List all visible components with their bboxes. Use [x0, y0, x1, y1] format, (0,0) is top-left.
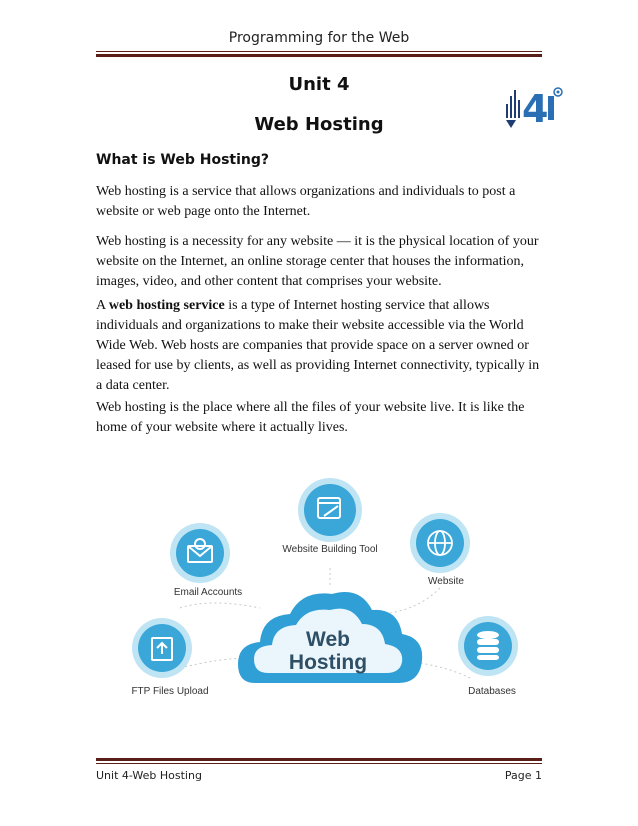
paragraph-3-prefix: A [96, 298, 109, 313]
label-ftp-files-upload: FTP Files Upload [131, 686, 209, 697]
footer-rule-thick [96, 758, 542, 761]
paragraph-2: Web hosting is a necessity for any website — it is the physical location of your website on the Internet, an online storage center that houses the information, images, video, and other content that comprises your website. [96, 234, 539, 289]
footer-rule-thin [96, 763, 542, 764]
paragraph-4: Web hosting is the place where all the files of your website live. It is like the home of your website where it actually lives. [96, 400, 525, 435]
logo-text: 4 [522, 87, 549, 131]
ftp-files-upload-bubble [131, 618, 208, 697]
paragraph-3-bold-term: web hosting service [108, 298, 225, 313]
databases-bubble [458, 616, 518, 697]
cloud-text-line-1: Web [306, 628, 350, 651]
paragraph-1: Web hosting is a service that allows organizations and individuals to post a website or web page onto the Internet. [96, 184, 516, 219]
section-heading: What is Web Hosting? [96, 152, 270, 168]
running-header: Programming for the Web [228, 30, 410, 46]
label-website: Website [428, 576, 464, 587]
unit-title-heading: Web Hosting [254, 114, 384, 135]
unit-number-heading: Unit 4 [288, 74, 350, 95]
logo-4i-icon [502, 82, 570, 134]
footer-page-number: Page 1 [504, 769, 542, 782]
cloud-text-line-2: Hosting [288, 651, 368, 674]
website-bubble [410, 513, 470, 587]
web-hosting-illustration [120, 468, 540, 718]
label-email-accounts: Email Accounts [173, 587, 243, 598]
header-rule-thick [96, 54, 542, 57]
header-rule-thin [96, 51, 542, 52]
footer-left-text: Unit 4-Web Hosting [96, 769, 202, 782]
paragraph-3 [96, 296, 542, 396]
email-accounts-bubble [170, 523, 242, 598]
web-hosting-cloud [238, 592, 422, 683]
label-website-building-tool: Website Building Tool [282, 544, 378, 555]
website-building-tool-bubble [282, 478, 377, 555]
label-databases: Databases [468, 686, 516, 697]
paragraph-3-rest: is a type of Internet hosting service that allows individuals and organizations to make their website accessible via the World Wide Web. Web hosts are companies that provide space on a server owned or leased for use by clients, as well as providing Internet connectivity, typically in a data center. [96, 298, 540, 393]
